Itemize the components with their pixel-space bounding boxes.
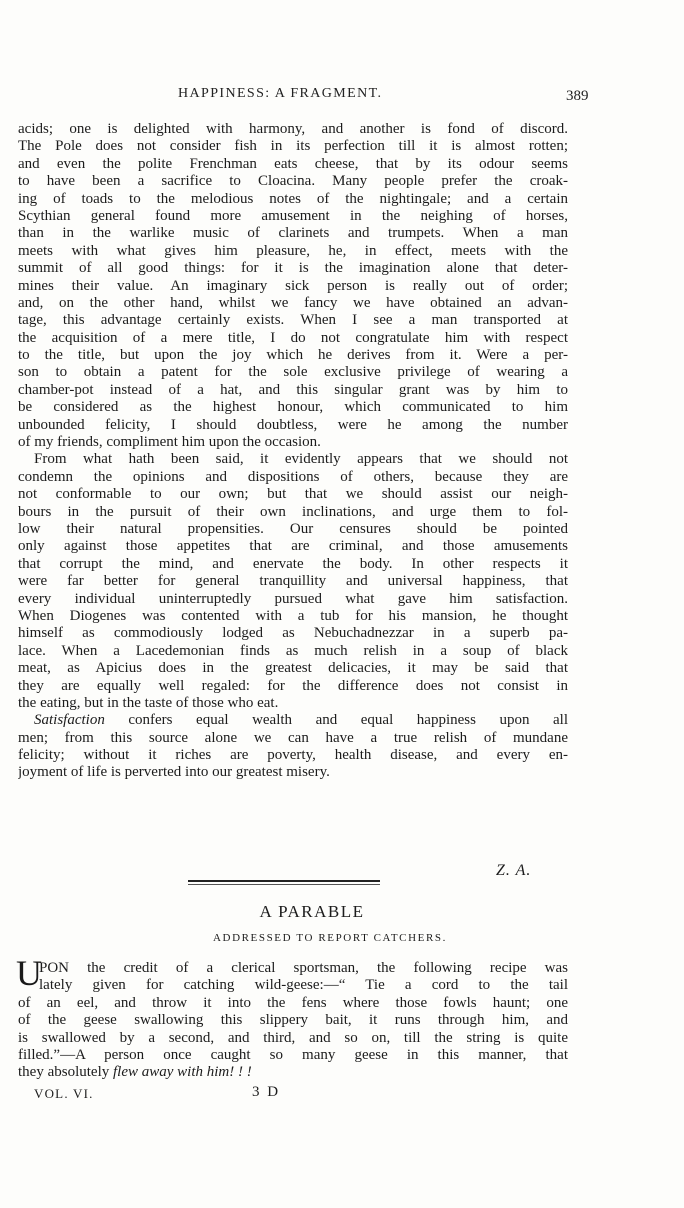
text-line (18, 1064, 568, 1081)
text-line: felicity; without it riches are poverty, health disease, and every en- (18, 747, 568, 764)
text-line (18, 712, 568, 729)
text-line: When Diogenes was contented with a tub for his mansion, he thought (18, 607, 568, 624)
text-line: ing of toads to the melodious notes of the nightingale; and a certain (18, 190, 568, 207)
text-line: every individual uninterruptedly pursued what gave him satisfaction. (18, 590, 568, 607)
text-line: meat, as Apicius does in the greatest delicacies, it may be said that (18, 660, 568, 677)
text-line: low their natural propensities. Our censures should be pointed (18, 520, 568, 537)
text-line: son to obtain a patent for the sole exclusive privilege of wearing a (18, 364, 568, 381)
text-line: than in the warlike music of clarinets and trumpets. When a man (18, 225, 568, 242)
text-line: mines their value. An imaginary sick person is really out of order; (18, 277, 568, 294)
running-title: HAPPINESS: A FRAGMENT. (178, 86, 383, 101)
line-text: confers equal wealth and equal happiness upon all (128, 712, 568, 729)
text-line: and, on the other hand, whilst we fancy we have obtained an advan- (18, 294, 568, 311)
text-line: only against those appetites that are criminal, and those amusements (18, 538, 568, 555)
essay-text (18, 121, 568, 782)
text-line: the acquisition of a mere title, I do not congratulate him with respect (18, 329, 568, 346)
italic-phrase: flew away with him! ! ! (112, 1064, 252, 1081)
text-line: From what hath been said, it evidently appears that we should not (34, 451, 568, 468)
text-line: meets with what gives him pleasure, he, in effect, meets with the (18, 242, 568, 259)
text-line: himself as commodiously lodged as Nebuchadnezzar in a superb pa- (18, 625, 568, 642)
volume-mark: VOL. VI. (34, 1086, 94, 1101)
text-line: lace. When a Lacedemonian finds as much relish in a soup of black (18, 642, 568, 659)
text-line: unbounded felicity, I should doubtless, were he among the number (18, 416, 568, 433)
text-line: summit of all good things: for it is the imagination alone that deter- (18, 260, 568, 277)
text-line: filled.”—A person once caught so many geese in this manner, that (18, 1046, 568, 1063)
text-line: The Pole does not consider fish in its perfection till it is almost rotten; (18, 138, 568, 155)
text-line: and even the polite Frenchman eats cheese, that by its odour seems (18, 155, 568, 172)
text-line: to the title, but upon the joy which he derives from it. Were a per- (18, 347, 568, 364)
text-line: tage, this advantage certainly exists. When I see a man transported at (18, 312, 568, 329)
section-subtitle-text: ADDRESSED TO REPORT CATCHERS. (212, 932, 447, 944)
text-line: of my friends, compliment him upon the occasion. (18, 434, 321, 451)
line-text: they absolutely (18, 1064, 110, 1081)
text-line: they are equally well regaled: for the difference does not consist in (18, 677, 568, 694)
text-line: chamber-pot instead of a hat, and this singular grant was by him to (18, 381, 568, 398)
text-line: bours in the pursuit of their own inclinations, and urge them to fol- (18, 503, 568, 520)
signature-mark: 3 D (252, 1084, 281, 1100)
section-subtitle (0, 932, 684, 944)
author-signature: Z. A. (496, 862, 532, 879)
text-line: that corrupt the mind, and enervate the body. In other respects it (18, 555, 568, 572)
text-line: Scythian general found more amusement in the neighing of horses, (18, 207, 568, 224)
text-line: the eating, but in the taste of those who eat. (18, 694, 279, 711)
text-line: is swallowed by a second, and third, and so on, till the string is quite (18, 1029, 568, 1046)
text-line: PON the credit of a clerical sportsman, the following recipe was (39, 960, 568, 976)
section-title (0, 902, 684, 922)
text-line: to have been a sacrifice to Cloacina. Many people prefer the croak- (18, 173, 568, 190)
text-line: were far better for general tranquillity and universal happiness, that (18, 573, 568, 590)
text-line: be considered as the highest honour, which communicated to him (18, 399, 568, 416)
parable-text (18, 960, 568, 1082)
text-line: condemn the opinions and dispositions of others, because they are (18, 468, 568, 485)
text-line: lately given for catching wild-geese:—“ Tie a cord to the tail (39, 977, 568, 994)
text-line: of an eel, and throw it into the fens where those fowls haunt; one (18, 994, 568, 1011)
text-line: of the geese swallowing this slippery bait, it runs through him, and (18, 1012, 568, 1029)
text-line: acids; one is delighted with harmony, and another is fond of discord. (18, 121, 568, 137)
text-line: not conformable to our own; but that we should assist our neigh- (18, 486, 568, 503)
section-title-text: A PARABLE (259, 902, 365, 921)
text-line: men; from this source alone we can have a true relish of mundane (18, 729, 568, 746)
section-divider (188, 880, 380, 885)
page-number: 389 (566, 88, 589, 104)
italic-word: Satisfaction (34, 712, 105, 729)
text-line: joyment of life is perverted into our greatest misery. (18, 764, 330, 781)
drop-cap: U (16, 953, 42, 993)
